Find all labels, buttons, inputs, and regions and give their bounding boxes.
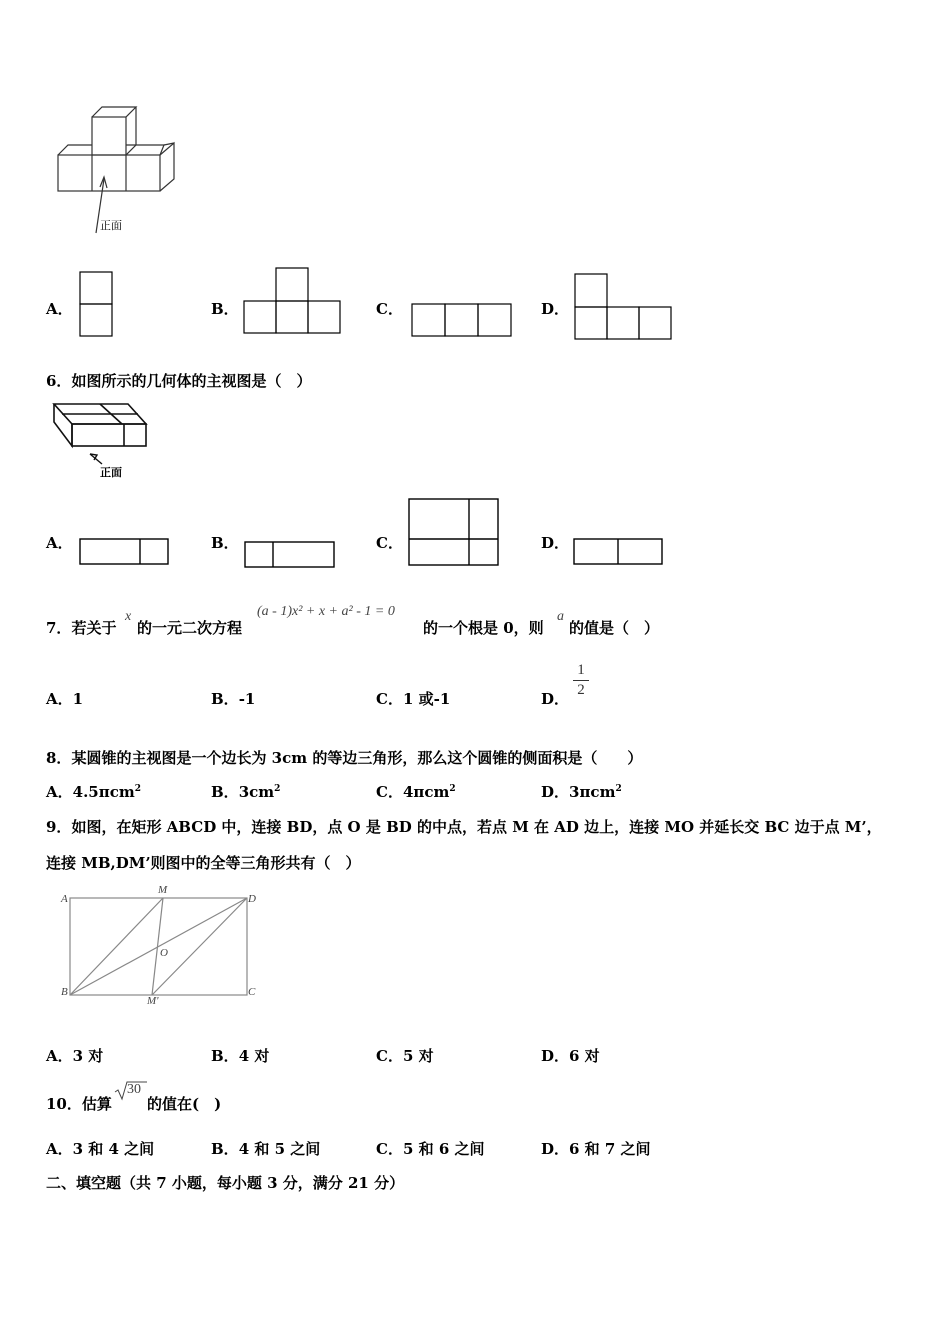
- q8-option-b-sup: 2: [274, 784, 281, 794]
- q7-option-c-text: 1 或-1: [402, 690, 451, 708]
- q5-option-d-figure: [574, 273, 676, 341]
- q7-text-1: 若关于: [71, 619, 117, 637]
- q9-option-c: [376, 1045, 434, 1066]
- q6-number: 6．: [46, 372, 72, 390]
- q7-stem-start: [46, 617, 116, 638]
- q10-option-c-label: C．: [376, 1140, 403, 1158]
- q10-option-b-label: B．: [211, 1140, 239, 1158]
- q10-text-1: 估算: [81, 1095, 112, 1113]
- q9-option-a-text: 3 对: [72, 1047, 104, 1065]
- q7-text-2: 的一元二次方程: [137, 619, 243, 637]
- q8-option-a-text: 4.5πcm: [72, 783, 135, 801]
- q5-option-c-figure: [411, 303, 513, 339]
- q10-stem-start: [46, 1093, 112, 1114]
- q6-option-c-label: C．: [376, 534, 403, 552]
- q9-option-b-label: B．: [211, 1047, 239, 1065]
- q8-option-d-text: 3πcm: [569, 783, 616, 801]
- q9-label-b: B: [61, 986, 68, 998]
- q7-option-b-label: B．: [211, 690, 239, 708]
- q9-label-d: D: [248, 893, 256, 905]
- q9-option-c-label: C．: [376, 1047, 403, 1065]
- q7-option-d-fraction: [573, 662, 589, 699]
- q8-option-d-sup: 2: [615, 784, 622, 794]
- q6-option-d-figure: [573, 538, 667, 568]
- q10-text-2: 的值在( ): [147, 1095, 222, 1113]
- q8-stem: [46, 747, 642, 768]
- q10-option-d-text: 6 和 7 之间: [569, 1140, 651, 1158]
- q10-option-b: [211, 1138, 320, 1159]
- q7-var-a: a: [557, 609, 564, 624]
- q8-option-d-label: D．: [541, 783, 570, 801]
- q9-option-a-label: A．: [46, 1047, 73, 1065]
- q10-option-a-label: A．: [46, 1140, 73, 1158]
- q7-option-b-text: -1: [238, 690, 256, 708]
- q10-radicand: 30: [127, 1082, 141, 1097]
- q5-front-label: 正面: [100, 219, 122, 232]
- q7-fraction-numerator: 1: [577, 662, 585, 678]
- q10-option-c: [376, 1138, 485, 1159]
- q7-text-3: 的一个根是 0，则: [423, 619, 544, 637]
- q9-number: 9．: [46, 818, 72, 836]
- section2-title: 二、填空题（共 7 小题，每小题 3 分，满分 21 分）: [46, 1174, 405, 1192]
- q9-option-b: [211, 1045, 269, 1066]
- q8-option-a-sup: 2: [134, 784, 141, 794]
- q5-option-b-figure: [243, 267, 343, 335]
- q7-var-x: x: [125, 609, 132, 624]
- q7-equation: (a - 1)x² + x + a² - 1 = 0: [257, 604, 395, 619]
- q5-option-c-label: C．: [376, 300, 403, 318]
- q9-option-d-label: D．: [541, 1047, 570, 1065]
- q6-text: 如图所示的几何体的主视图是（ ）: [71, 372, 312, 390]
- q10-option-a-text: 3 和 4 之间: [72, 1140, 155, 1158]
- q9-label-a: A: [61, 893, 68, 905]
- q5-option-b-label: B．: [211, 300, 239, 318]
- q7-option-b: [211, 688, 255, 709]
- q9-stem-line1: [46, 816, 882, 837]
- q6-front-label: 正面: [100, 466, 122, 479]
- q9-option-b-text: 4 对: [238, 1047, 270, 1065]
- q5-option-a-label: A．: [46, 300, 73, 318]
- q10-option-d-label: D．: [541, 1140, 570, 1158]
- q8-option-b-label: B．: [211, 783, 239, 801]
- q7-option-d-label: D．: [541, 690, 570, 708]
- q8-option-d: [541, 781, 622, 802]
- q10-number: 10．: [46, 1095, 82, 1113]
- q7-option-a-label: A．: [46, 690, 73, 708]
- q10-option-c-text: 5 和 6 之间: [402, 1140, 485, 1158]
- q8-option-b: [211, 781, 280, 802]
- q8-option-c-sup: 2: [449, 784, 456, 794]
- q7-option-c-label: C．: [376, 690, 403, 708]
- q6-option-a-figure: [79, 538, 171, 568]
- q8-option-a: [46, 781, 141, 802]
- q7-option-a: [46, 688, 83, 709]
- q9-option-d-text: 6 对: [569, 1047, 600, 1065]
- q7-text-4: 的值是（ ）: [569, 619, 660, 637]
- q7-number: 7．: [46, 619, 72, 637]
- q9-label-c: C: [248, 986, 256, 998]
- q9-label-m: M: [158, 884, 168, 896]
- q8-option-c-label: C．: [376, 783, 403, 801]
- q10-option-b-text: 4 和 5 之间: [238, 1140, 321, 1158]
- q8-option-c-text: 4πcm: [402, 783, 450, 801]
- q6-option-c-figure: [408, 498, 502, 568]
- q6-option-a-label: A．: [46, 534, 73, 552]
- q5-option-a-figure: [79, 271, 115, 337]
- q10-option-a: [46, 1138, 154, 1159]
- q9-label-o: O: [160, 947, 168, 959]
- q8-number: 8．: [46, 749, 72, 767]
- q8-option-c: [376, 781, 456, 802]
- q6-stem: [46, 370, 311, 391]
- q9-option-c-text: 5 对: [402, 1047, 434, 1065]
- q9-label-m-prime: M': [147, 995, 159, 1007]
- q5-option-d-label: D．: [541, 300, 570, 318]
- q6-option-b-figure: [244, 541, 338, 571]
- q9-option-d: [541, 1045, 600, 1066]
- q8-text: 某圆锥的主视图是一个边长为 3cm 的等边三角形，那么这个圆锥的侧面积是（ ）: [71, 749, 643, 767]
- q7-fraction-bar: [573, 680, 589, 681]
- q10-option-d: [541, 1138, 651, 1159]
- q7-fraction-denominator: 2: [577, 682, 585, 698]
- q9-option-a: [46, 1045, 103, 1066]
- q6-option-b-label: B．: [211, 534, 239, 552]
- q9-text-1: 如图，在矩形 ABCD 中，连接 BD，点 O 是 BD 的中点，若点 M 在 AD 边上，连接 MO 并延长交 BC 边于点 M’，: [71, 818, 882, 836]
- q8-option-b-text: 3cm: [238, 783, 275, 801]
- q7-option-a-text: 1: [72, 690, 84, 708]
- q6-option-d-label: D．: [541, 534, 570, 552]
- q9-stem-line2: 连接 MB,DM’则图中的全等三角形共有（ ）: [46, 854, 361, 872]
- q7-option-c: [376, 688, 450, 709]
- q8-option-a-label: A．: [46, 783, 73, 801]
